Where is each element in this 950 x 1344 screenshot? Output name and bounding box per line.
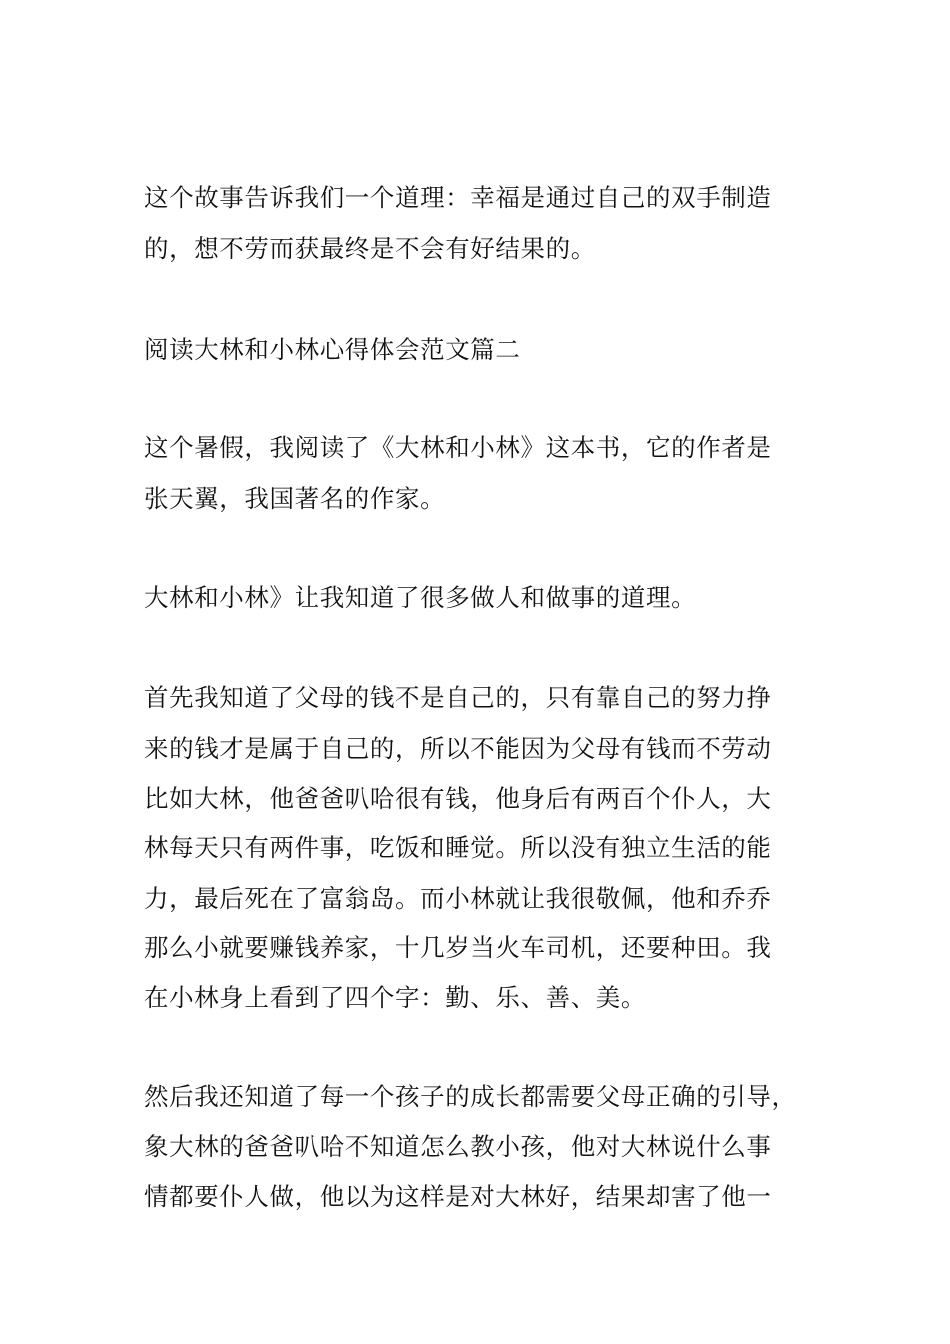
paragraph-3-line-1: 大林和小林》让我知道了很多做人和做事的道理。 — [144, 583, 697, 612]
paragraph-4-line-5: 力，最后死在了富翁岛。而小林就让我很敬佩，他和乔乔 — [144, 884, 772, 913]
paragraph-4-line-7: 在小林身上看到了四个字：勤、乐、善、美。 — [144, 983, 646, 1012]
paragraph-1-line-1: 这个故事告诉我们一个道理：幸福是通过自己的双手制造 — [144, 183, 772, 212]
paragraph-5-line-3: 情都要仆人做，他以为这样是对大林好，结果却害了他一 — [144, 1182, 772, 1211]
paragraph-4-line-3: 比如大林，他爸爸叭哈很有钱，他身后有两百个仆人，大 — [144, 784, 772, 813]
paragraph-4-line-4: 林每天只有两件事，吃饭和睡觉。所以没有独立生活的能 — [144, 833, 772, 862]
paragraph-1-line-2: 的，想不劳而获最终是不会有好结果的。 — [144, 234, 596, 263]
paragraph-5-line-2: 象大林的爸爸叭哈不知道怎么教小孩，他对大林说什么事 — [144, 1132, 772, 1161]
paragraph-2-line-2: 张天翼，我国著名的作家。 — [144, 484, 446, 513]
paragraph-2-line-1: 这个暑假，我阅读了《大林和小林》这本书，它的作者是 — [144, 433, 772, 462]
section-heading: 阅读大林和小林心得体会范文篇二 — [144, 335, 521, 364]
paragraph-4-line-1: 首先我知道了父母的钱不是自己的，只有靠自己的努力挣 — [144, 683, 772, 712]
paragraph-4-line-6: 那么小就要赚钱养家，十几岁当火车司机，还要种田。我 — [144, 933, 772, 962]
paragraph-4-line-2: 来的钱才是属于自己的，所以不能因为父母有钱而不劳动 — [144, 734, 772, 763]
paragraph-5-line-1: 然后我还知道了每一个孩子的成长都需要父母正确的引导， — [144, 1082, 797, 1111]
